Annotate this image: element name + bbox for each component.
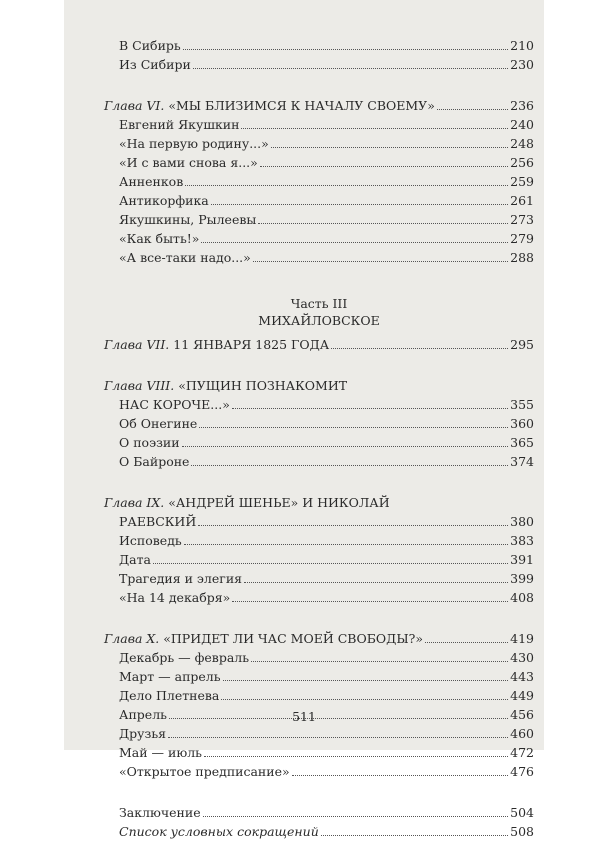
entry-title: В Сибирь [119,38,181,53]
dot-leader [204,756,508,757]
dot-leader [232,601,508,602]
entry-page: 240 [510,117,534,132]
entry-page: 443 [510,669,534,684]
chapter-title: «ПРИДЕТ ЛИ ЧАС МОЕЙ СВОБОДЫ?» [163,631,423,646]
entry-page: 261 [510,193,534,208]
toc-entry[interactable] [104,191,534,210]
entry-page: 391 [510,552,534,567]
dot-leader [292,775,509,776]
chapter-8-entry[interactable] [104,376,534,414]
toc-entry[interactable] [104,762,534,781]
chapter-9-entry[interactable] [104,493,534,531]
entry-page: 456 [510,707,534,722]
entry-title: Из Сибири [119,57,191,72]
toc-entry[interactable] [104,531,534,550]
chapter-title-line [104,376,534,395]
toc-entry[interactable] [104,743,534,762]
toc-entry[interactable] [104,588,534,607]
toc-entry[interactable] [104,667,534,686]
toc-entry[interactable] [104,414,534,433]
chapter-title-line2: НАС КОРОЧЕ...» [119,397,230,412]
toc-entry[interactable] [104,134,534,153]
dot-leader [193,68,508,69]
entry-page: 236 [510,98,534,113]
entry-title: Исповедь [119,533,182,548]
entry-title: Евгений Якушкин [119,117,240,132]
toc-entry[interactable] [104,452,534,471]
entry-title: Апрель [119,707,167,722]
dot-leader [198,525,508,526]
dot-leader [253,261,508,262]
entry-title: Дата [119,552,151,567]
entry-title: Анненков [119,174,184,189]
chapter-title-line2: РАЕВСКИЙ [119,514,197,529]
entry-title: «Как быть!» [119,231,200,246]
dot-leader [199,427,508,428]
chapter-label: Глава VII. [104,337,170,352]
toc-entry[interactable] [104,724,534,743]
chapter-7-entry[interactable] [104,335,534,354]
entry-title: «А все-таки надо...» [119,250,251,265]
entry-page: 210 [510,38,534,53]
entry-title: Об Онегине [119,416,198,431]
entry-page: 449 [510,688,534,703]
chapter-label: Глава IX. [104,495,165,510]
entry-page: 360 [510,416,534,431]
toc-entry[interactable] [104,229,534,248]
chapter-title-line [104,395,534,414]
dot-leader [437,109,508,110]
dot-leader [321,835,508,836]
entry-title: Май — июль [119,745,202,760]
toc-entry-abbreviations[interactable] [104,822,534,841]
entry-title: «Открытое предписание» [119,764,290,779]
dot-leader [191,465,508,466]
dot-leader [184,544,508,545]
entry-page: 365 [510,435,534,450]
entry-title: Список условных сокращений [119,824,319,839]
chapter-title-line [104,493,534,512]
toc-entry[interactable] [104,686,534,705]
entry-title: О Байроне [119,454,190,469]
entry-page: 472 [510,745,534,760]
dot-leader [168,737,508,738]
chapter-label: Глава X. [104,631,160,646]
toc-entry[interactable] [104,550,534,569]
toc-entry[interactable] [104,172,534,191]
dot-leader [221,699,508,700]
chapter-label: Глава VI. [104,98,165,113]
toc-entry[interactable] [104,248,534,267]
dot-leader [260,166,508,167]
entry-title: Трагедия и элегия [119,571,243,586]
dot-leader [223,680,509,681]
entry-title: Антикорфика [119,193,209,208]
part-label: Часть III [290,296,348,311]
entry-page: 383 [510,533,534,548]
dot-leader [211,204,508,205]
toc-entry[interactable] [104,153,534,172]
entry-page: 259 [510,174,534,189]
dot-leader [244,582,508,583]
dot-leader [153,563,508,564]
entry-page: 288 [510,250,534,265]
entry-title: Дело Плетнева [119,688,220,703]
entry-page: 476 [510,764,534,779]
chapter-title-line [104,512,534,531]
dot-leader [425,642,508,643]
chapter-6-entry[interactable] [104,96,534,115]
entry-page: 380 [510,514,534,529]
entry-title: «На первую родину...» [119,136,269,151]
entry-title: Заключение [119,805,201,820]
chapter-title: «МЫ БЛИЗИМСЯ К НАЧАЛУ СВОЕМУ» [168,98,435,113]
dot-leader [183,49,508,50]
toc-entry[interactable] [104,36,534,55]
chapter-title: 11 ЯНВАРЯ 1825 ГОДА [173,337,330,352]
entry-page: 273 [510,212,534,227]
toc-entry[interactable] [104,648,534,667]
chapter-10-entry[interactable] [104,629,534,648]
toc-entry[interactable] [104,115,534,134]
entry-title: «На 14 декабря» [119,590,231,605]
entry-title: О поэзии [119,435,180,450]
entry-title: Декабрь — февраль [119,650,250,665]
entry-title: «И с вами снова я...» [119,155,258,170]
chapter-title-line1: «АНДРЕЙ ШЕНЬЕ» И НИКОЛАЙ [168,495,390,510]
dot-leader [232,408,508,409]
entry-page: 355 [510,397,534,412]
entry-page: 419 [510,631,534,646]
entry-page: 408 [510,590,534,605]
entry-page: 460 [510,726,534,741]
page-number: 511 [292,709,316,724]
entry-page: 295 [510,337,534,352]
dot-leader [258,223,508,224]
toc-entry[interactable] [104,55,534,74]
entry-title: Якушкины, Рылеевы [119,212,257,227]
entry-page: 230 [510,57,534,72]
entry-title: Март — апрель [119,669,221,684]
entry-page: 279 [510,231,534,246]
part-3-heading [104,295,534,329]
dot-leader [201,242,508,243]
dot-leader [182,446,509,447]
book-page [64,0,544,839]
dot-leader [203,816,509,817]
part-title: МИХАЙЛОВСКОЕ [258,313,380,328]
toc-entry[interactable] [104,569,534,588]
entry-title: Друзья [119,726,167,741]
toc-entry[interactable] [104,210,534,229]
chapter-title-line1: «ПУЩИН ПОЗНАКОМИТ [178,378,348,393]
entry-page: 504 [510,805,534,820]
dot-leader [185,185,508,186]
dot-leader [251,661,508,662]
dot-leader [271,147,508,148]
toc-entry[interactable] [104,433,534,452]
toc-entry-conclusion[interactable] [104,803,534,822]
entry-page: 399 [510,571,534,586]
dot-leader [331,348,508,349]
entry-page: 430 [510,650,534,665]
chapter-label: Глава VIII. [104,378,175,393]
dot-leader [241,128,508,129]
entry-page: 248 [510,136,534,151]
entry-page: 508 [510,824,534,839]
entry-page: 256 [510,155,534,170]
entry-page: 374 [510,454,534,469]
